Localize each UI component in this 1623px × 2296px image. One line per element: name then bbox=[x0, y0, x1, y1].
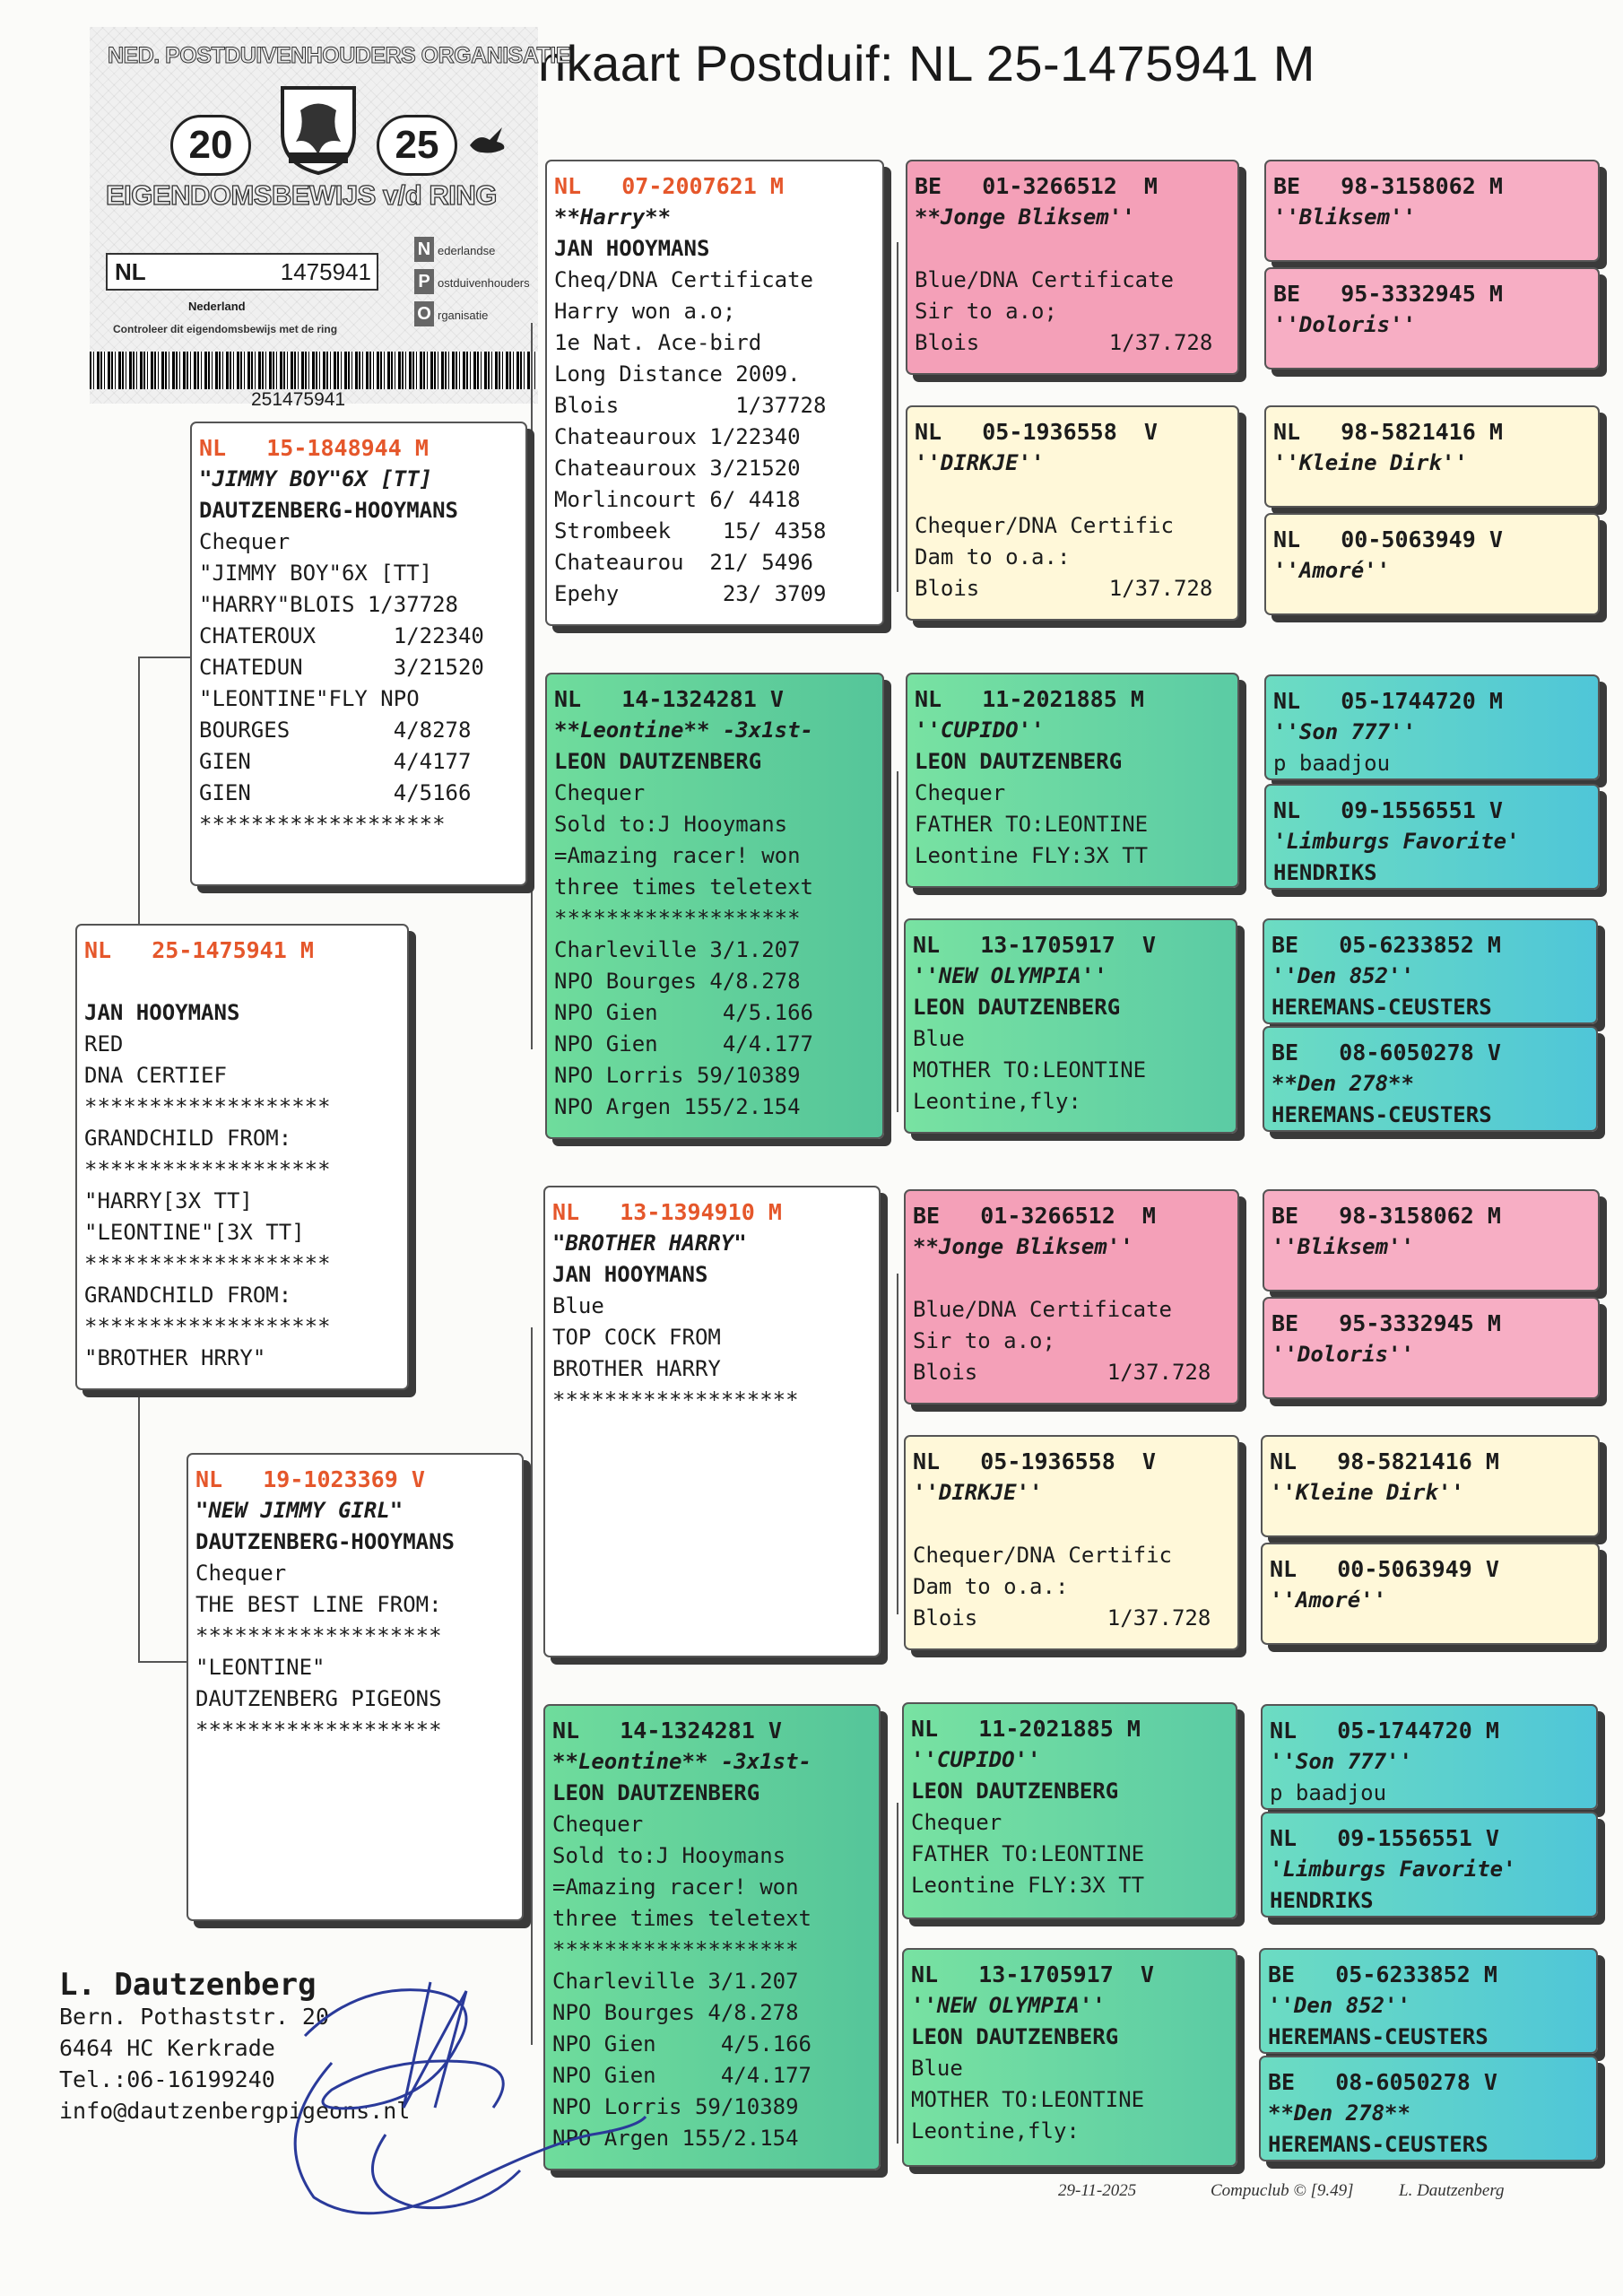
connector-line bbox=[138, 1396, 140, 1661]
pigeon-info-line: 'Limburgs Favorite' bbox=[1270, 1857, 1516, 1882]
pigeon-info-line: Leontine FLY:3X TT bbox=[911, 1873, 1145, 1898]
ring-id: NL 05-1744720 M bbox=[1273, 688, 1503, 714]
pigeon-info-line: NPO Gien 4/5.166 bbox=[554, 1000, 813, 1025]
pigeon-info-line: "BROTHER HARRY" bbox=[552, 1231, 747, 1256]
pigeon-info-line: BOURGES 4/8278 bbox=[199, 718, 472, 743]
ring-id: NL 15-1848944 M bbox=[199, 435, 429, 461]
pigeon-info-line: HENDRIKS bbox=[1270, 1888, 1374, 1913]
pigeon-info-line: Chequer bbox=[195, 1561, 287, 1586]
pigeon-card-gggp-3 bbox=[1264, 405, 1600, 508]
pigeon-info-line: DNA CERTIEF bbox=[84, 1063, 227, 1088]
ring-control-note: Controleer dit eigendomsbewijs met de ring bbox=[113, 323, 338, 335]
ring-id: NL 13-1394910 M bbox=[552, 1199, 782, 1225]
pigeon-info-line: ''Kleine Dirk'' bbox=[1273, 450, 1468, 475]
pigeon-card-gggp-2 bbox=[1264, 267, 1600, 370]
pigeon-info-line: "LEONTINE" bbox=[195, 1655, 325, 1680]
pigeon-info-line: LEON DAUTZENBERG bbox=[915, 749, 1123, 774]
pigeon-info-line: Leontine FLY:3X TT bbox=[915, 843, 1149, 868]
pigeon-card-subject bbox=[75, 924, 409, 1390]
ring-card-title: EIGENDOMSBEWIJS v/d RING bbox=[106, 179, 497, 211]
pigeon-info-line: **Leontine** -3x1st- bbox=[554, 718, 813, 743]
pigeon-info-line: Chequer bbox=[911, 1810, 1002, 1835]
connector-line bbox=[897, 1274, 898, 1614]
ring-org-name: NED. POSTDUIVENHOUDERS ORGANISATIE bbox=[108, 43, 570, 68]
pigeon-card-gggp-11 bbox=[1261, 1435, 1600, 1537]
pigeon-info-line: THE BEST LINE FROM: bbox=[195, 1592, 442, 1617]
pigeon-info-line: GIEN 4/5166 bbox=[199, 780, 472, 805]
pigeon-info-line: p baadjou bbox=[1270, 1780, 1387, 1805]
pigeon-card-mother bbox=[187, 1453, 524, 1921]
pigeon-info-line: ******************* bbox=[552, 1937, 799, 1962]
pigeon-info-line: ''Bliksem'' bbox=[1273, 204, 1416, 230]
pigeon-info-line: NPO Lorris 59/10389 bbox=[554, 1063, 801, 1088]
pigeon-info-line: Charleville 3/1.207 bbox=[552, 1969, 799, 1994]
pigeon-info-line: Blois 1/37728 bbox=[554, 393, 827, 418]
ring-country: NL bbox=[115, 258, 146, 285]
pigeon-info-line: ******************* bbox=[554, 906, 801, 931]
ring-id: NL 05-1744720 M bbox=[1270, 1718, 1499, 1744]
ring-id: NL 09-1556551 V bbox=[1270, 1825, 1499, 1851]
pigeon-info-line: ******************* bbox=[84, 1314, 331, 1339]
ring-id: NL 14-1324281 V bbox=[554, 686, 784, 712]
ring-number: 1475941 bbox=[280, 258, 371, 285]
pigeon-info-line: NPO Gien 4/5.166 bbox=[552, 2031, 812, 2057]
pigeon-info-line: "JIMMY BOY"6X [TT] bbox=[199, 466, 433, 491]
ring-id: BE 08-6050278 V bbox=[1271, 1039, 1501, 1065]
pigeon-card-mother-father bbox=[543, 1186, 881, 1657]
pigeon-info-line: ''CUPIDO'' bbox=[911, 1747, 1041, 1772]
pigeon-info-line: DAUTZENBERG PIGEONS bbox=[195, 1686, 442, 1711]
pigeon-info-line: ''Doloris'' bbox=[1273, 312, 1416, 337]
ring-id: BE 01-3266512 M bbox=[913, 1203, 1156, 1229]
pigeon-info-line: NPO Lorris 59/10389 bbox=[552, 2094, 799, 2119]
pigeon-info-line: ''DIRKJE'' bbox=[913, 1480, 1043, 1505]
pigeon-info-line: ******************* bbox=[84, 1094, 331, 1119]
pigeon-card-gggp-14 bbox=[1261, 1812, 1598, 1918]
pigeon-info-line: CHATEROUX 1/22340 bbox=[199, 623, 484, 648]
pigeon-info-line: HEREMANS-CEUSTERS bbox=[1271, 995, 1492, 1020]
pigeon-info-line: Leontine,fly: bbox=[911, 2118, 1080, 2144]
ring-id: NL 09-1556551 V bbox=[1273, 797, 1503, 823]
pigeon-info-line: Chequer bbox=[199, 529, 291, 554]
ring-id: NL 00-5063949 V bbox=[1273, 526, 1503, 552]
pigeon-info-line: p baadjou bbox=[1273, 751, 1391, 776]
pigeon-card-ggp-3 bbox=[906, 673, 1239, 888]
ring-id: NL 13-1705917 V bbox=[911, 1961, 1154, 1987]
pigeon-info-line: Epehy 23/ 3709 bbox=[554, 581, 827, 606]
pigeon-info-line: ''Son 777'' bbox=[1273, 719, 1416, 744]
pigeon-info-line: ''Doloris'' bbox=[1271, 1342, 1414, 1367]
pigeon-info-line: MOTHER TO:LEONTINE bbox=[911, 2087, 1145, 2112]
pigeon-info-line bbox=[913, 1509, 1232, 1540]
connector-line bbox=[138, 657, 192, 658]
pigeon-info-line: "NEW JIMMY GIRL" bbox=[195, 1498, 404, 1523]
pigeon-info-line: Cheq/DNA Certificate bbox=[554, 267, 813, 292]
breeder-name: L. Dautzenberg bbox=[59, 1967, 317, 2003]
pigeon-info-line: Blue/DNA Certificate bbox=[915, 267, 1174, 292]
pigeon-info-line: "HARRY"BLOIS 1/37728 bbox=[199, 592, 458, 617]
ring-id: NL 07-2007621 M bbox=[554, 173, 784, 199]
pigeon-info-line: Dam to o.a.: bbox=[915, 544, 1071, 570]
breeder-email: info@dautzenbergpigeons.nl bbox=[59, 2098, 411, 2124]
connector-line bbox=[897, 771, 898, 1112]
pigeon-card-gggp-4 bbox=[1264, 513, 1600, 615]
pigeon-info-line: LEON DAUTZENBERG bbox=[552, 1780, 760, 1805]
pigeon-info-line: ******************* bbox=[552, 1387, 799, 1413]
npo-line-1: ederlandse bbox=[438, 244, 496, 257]
ring-id: NL 14-1324281 V bbox=[552, 1718, 782, 1744]
pigeon-card-gggp-12 bbox=[1261, 1543, 1600, 1645]
pigeon-card-ggp-8 bbox=[902, 1948, 1237, 2167]
ring-id: BE 05-6233852 M bbox=[1271, 932, 1501, 958]
pigeon-info-line: Sir to a.o; bbox=[913, 1328, 1055, 1353]
pigeon-info-line: ''Amoré'' bbox=[1270, 1587, 1387, 1613]
pigeon-card-father bbox=[190, 422, 527, 886]
pigeon-card-ggp-5 bbox=[904, 1189, 1239, 1405]
barcode bbox=[90, 352, 538, 389]
pigeon-info-line: **Den 278** bbox=[1268, 2100, 1410, 2126]
page-title: nkaart Postduif: NL 25-1475941 M bbox=[538, 35, 1315, 91]
breeder-city: 6464 HC Kerkrade bbox=[59, 2035, 275, 2061]
pigeon-info-line: DAUTZENBERG-HOOYMANS bbox=[195, 1529, 455, 1554]
pigeon-info-line: Blue bbox=[913, 1026, 965, 1051]
pigeon-info-line: Chequer/DNA Certific bbox=[915, 513, 1174, 538]
ring-id: NL 11-2021885 M bbox=[911, 1716, 1141, 1742]
pigeon-info-line: 1e Nat. Ace-bird bbox=[554, 330, 762, 355]
pigeon-info-line: HENDRIKS bbox=[1273, 860, 1377, 885]
ring-id: NL 98-5821416 M bbox=[1273, 419, 1503, 445]
pigeon-info-line: NPO Gien 4/4.177 bbox=[554, 1031, 813, 1057]
npo-line-3: rganisatie bbox=[438, 309, 489, 322]
pigeon-info-line: RED bbox=[84, 1031, 124, 1057]
footer-date: 29-11-2025 bbox=[1058, 2181, 1137, 2200]
ring-id: NL 25-1475941 M bbox=[84, 937, 314, 963]
pigeon-info-line: NPO Argen 155/2.154 bbox=[552, 2126, 799, 2151]
pigeon-info-line bbox=[913, 1263, 1232, 1294]
pigeon-info-line: "JIMMY BOY"6X [TT] bbox=[199, 561, 433, 586]
pigeon-info-line: **Jonge Bliksem'' bbox=[915, 204, 1135, 230]
pigeon-info-line: GRANDCHILD FROM: bbox=[84, 1283, 292, 1308]
pigeon-card-father-mother bbox=[545, 673, 884, 1139]
pigeon-info-line: ''NEW OLYMPIA'' bbox=[911, 1993, 1106, 2018]
pigeon-info-line: ******************* bbox=[84, 1157, 331, 1182]
pigeon-info-line: ******************* bbox=[199, 812, 446, 837]
pigeon-info-line: ''CUPIDO'' bbox=[915, 718, 1045, 743]
pigeon-info-line: **Leontine** -3x1st- bbox=[552, 1749, 812, 1774]
pigeon-card-ggp-2 bbox=[906, 405, 1239, 621]
ring-year-left: 20 bbox=[170, 115, 251, 176]
pigeon-card-gggp-7 bbox=[1263, 918, 1598, 1024]
pigeon-info-line: Blois 1/37.728 bbox=[913, 1360, 1211, 1385]
pigeon-card-ggp-7 bbox=[902, 1702, 1237, 1919]
pigeon-info-line: Chateauroux 1/22340 bbox=[554, 424, 801, 449]
pigeon-info-line: HEREMANS-CEUSTERS bbox=[1268, 2132, 1488, 2157]
pigeon-info-line: Blue bbox=[552, 1293, 604, 1318]
pigeon-info-line: **Jonge Bliksem'' bbox=[913, 1234, 1133, 1259]
pigeon-info-line: ''Amoré'' bbox=[1273, 558, 1391, 583]
pigeon-info-line: ******************* bbox=[195, 1623, 442, 1648]
ring-id: NL 00-5063949 V bbox=[1270, 1556, 1499, 1582]
pigeon-card-gggp-6 bbox=[1264, 784, 1600, 890]
pigeon-info-line: Dam to o.a.: bbox=[913, 1574, 1069, 1599]
pigeon-info-line: Blue bbox=[911, 2056, 963, 2081]
pigeon-info-line: NPO Bourges 4/8.278 bbox=[554, 969, 801, 994]
footer-software: Compuclub © [9.49] bbox=[1211, 2181, 1354, 2200]
pigeon-info-line: Chateaurou 21/ 5496 bbox=[554, 550, 813, 575]
pigeon-info-line: JAN HOOYMANS bbox=[552, 1262, 708, 1287]
pigeon-info-line: ******************* bbox=[195, 1718, 442, 1743]
barcode-number: 251475941 bbox=[251, 389, 346, 410]
pigeon-info-line: FATHER TO:LEONTINE bbox=[915, 812, 1149, 837]
pigeon-info-line: Charleville 3/1.207 bbox=[554, 937, 801, 962]
ring-id: NL 19-1023369 V bbox=[195, 1466, 425, 1492]
ring-id: BE 08-6050278 V bbox=[1268, 2069, 1497, 2095]
ring-id: BE 95-3332945 M bbox=[1273, 281, 1503, 307]
ring-id: NL 05-1936558 V bbox=[915, 419, 1158, 445]
ring-id: BE 98-3158062 M bbox=[1273, 173, 1503, 199]
ring-id: NL 13-1705917 V bbox=[913, 932, 1156, 958]
pigeon-info-line: Strombeek 15/ 4358 bbox=[554, 518, 827, 544]
pigeon-info-line: JAN HOOYMANS bbox=[84, 1000, 240, 1025]
ring-id: BE 01-3266512 M bbox=[915, 173, 1158, 199]
handwritten-signature bbox=[251, 1928, 673, 2233]
pigeon-info-line bbox=[84, 966, 402, 997]
pigeon-info-line: GIEN 4/4177 bbox=[199, 749, 472, 774]
npo-logo: N ederlandse P ostduivenhouders O rganisatie bbox=[414, 235, 530, 332]
pigeon-info-line: 'Limburgs Favorite' bbox=[1273, 829, 1520, 854]
pigeon-info-line: ''Den 852'' bbox=[1271, 963, 1414, 988]
npo-line-2: ostduivenhouders bbox=[438, 276, 530, 290]
pigeon-card-gggp-5 bbox=[1264, 674, 1600, 780]
connector-line bbox=[531, 323, 533, 1049]
ring-number-field bbox=[106, 253, 378, 291]
pigeon-card-gggp-15 bbox=[1259, 1948, 1598, 2054]
ring-ownership-card bbox=[90, 27, 570, 410]
pigeon-info-line bbox=[915, 233, 1232, 265]
pigeon-card-gggp-8 bbox=[1263, 1026, 1598, 1132]
pigeon-info-line bbox=[915, 479, 1232, 510]
pigeon-info-line: Chequer bbox=[915, 780, 1006, 805]
pigeon-info-line: ''NEW OLYMPIA'' bbox=[913, 963, 1107, 988]
pigeon-info-line: HEREMANS-CEUSTERS bbox=[1271, 1102, 1492, 1127]
pigeon-card-ggp-1 bbox=[906, 160, 1239, 375]
pigeon-card-ggp-6 bbox=[904, 1435, 1239, 1650]
pigeon-info-line: three times teletext bbox=[554, 874, 813, 900]
pigeon-info-line: "LEONTINE"[3X TT] bbox=[84, 1220, 305, 1245]
pigeon-info-line: NPO Argen 155/2.154 bbox=[554, 1094, 801, 1119]
connector-line bbox=[138, 1661, 192, 1663]
pigeon-info-line: ''DIRKJE'' bbox=[915, 450, 1045, 475]
pigeon-info-line: Chequer bbox=[554, 780, 646, 805]
ring-id: NL 98-5821416 M bbox=[1270, 1448, 1499, 1474]
pigeon-card-ggp-4 bbox=[904, 918, 1237, 1134]
ring-id: NL 05-1936558 V bbox=[913, 1448, 1156, 1474]
pigeon-info-line: Long Distance 2009. bbox=[554, 361, 801, 387]
pigeon-info-line: Morlincourt 6/ 4418 bbox=[554, 487, 801, 512]
pigeon-info-line: NPO Bourges 4/8.278 bbox=[552, 2000, 799, 2025]
pigeon-info-line: HEREMANS-CEUSTERS bbox=[1268, 2024, 1488, 2049]
pigeon-info-line: NPO Gien 4/4.177 bbox=[552, 2063, 812, 2088]
pigeon-info-line: "HARRY[3X TT] bbox=[84, 1188, 253, 1213]
pigeon-info-line: Sold to:J Hooymans bbox=[552, 1843, 786, 1868]
pigeon-info-line: **Den 278** bbox=[1271, 1071, 1414, 1096]
pigeon-info-line: "BROTHER HRRY" bbox=[84, 1345, 266, 1370]
pigeon-info-line: JAN HOOYMANS bbox=[554, 236, 710, 261]
pigeon-info-line: =Amazing racer! won bbox=[554, 843, 801, 868]
lion-crest-icon bbox=[269, 79, 368, 178]
footer-author: L. Dautzenberg bbox=[1399, 2181, 1505, 2200]
pigeon-info-line: LEON DAUTZENBERG bbox=[913, 995, 1121, 1020]
ring-id: BE 05-6233852 M bbox=[1268, 1961, 1497, 1987]
breeder-phone: Tel.:06-16199240 bbox=[59, 2066, 275, 2092]
connector-line bbox=[897, 1803, 898, 2144]
pigeon-info-line: GRANDCHILD FROM: bbox=[84, 1126, 292, 1151]
pigeon-card-gggp-13 bbox=[1261, 1704, 1598, 1810]
pigeon-info-line: Blois 1/37.728 bbox=[915, 330, 1213, 355]
pigeon-icon bbox=[466, 124, 508, 160]
pigeon-info-line: FATHER TO:LEONTINE bbox=[911, 1841, 1145, 1866]
pigeon-info-line: MOTHER TO:LEONTINE bbox=[913, 1057, 1147, 1083]
ring-year-right: 25 bbox=[377, 115, 457, 176]
pigeon-info-line: ******************* bbox=[84, 1251, 331, 1276]
pigeon-info-line: ''Kleine Dirk'' bbox=[1270, 1480, 1464, 1505]
pigeon-card-gggp-9 bbox=[1263, 1189, 1600, 1292]
ring-country-name: Nederland bbox=[188, 300, 246, 313]
pigeon-info-line: LEON DAUTZENBERG bbox=[554, 749, 762, 774]
pigeon-info-line: Chequer bbox=[552, 1812, 644, 1837]
ring-id: BE 98-3158062 M bbox=[1271, 1203, 1501, 1229]
pigeon-info-line: Chateauroux 3/21520 bbox=[554, 456, 801, 481]
breeder-street: Bern. Pothaststr. 20 bbox=[59, 2004, 330, 2030]
pigeon-info-line: Blois 1/37.728 bbox=[913, 1605, 1211, 1631]
pigeon-info-line: "LEONTINE"FLY NPO bbox=[199, 686, 420, 711]
pigeon-info-line: ''Son 777'' bbox=[1270, 1749, 1412, 1774]
pigeon-card-father-father bbox=[545, 160, 884, 626]
pigeon-info-line: TOP COCK FROM bbox=[552, 1325, 721, 1350]
pigeon-info-line: CHATEDUN 3/21520 bbox=[199, 655, 484, 680]
pigeon-info-line: LEON DAUTZENBERG bbox=[911, 2024, 1119, 2049]
pigeon-info-line: three times teletext bbox=[552, 1906, 812, 1931]
pigeon-info-line: Sir to a.o; bbox=[915, 299, 1057, 324]
pigeon-info-line: Sold to:J Hooymans bbox=[554, 812, 788, 837]
pigeon-info-line: BROTHER HARRY bbox=[552, 1356, 721, 1381]
ring-id: BE 95-3332945 M bbox=[1271, 1310, 1501, 1336]
pigeon-info-line: Leontine,fly: bbox=[913, 1089, 1081, 1114]
pigeon-info-line: Harry won a.o; bbox=[554, 299, 736, 324]
pigeon-info-line: Blue/DNA Certificate bbox=[913, 1297, 1172, 1322]
pigeon-card-gggp-16 bbox=[1259, 2056, 1598, 2161]
connector-line bbox=[138, 657, 140, 926]
connector-line bbox=[897, 242, 898, 592]
ring-id: NL 11-2021885 M bbox=[915, 686, 1144, 712]
pigeon-info-line: **Harry** bbox=[554, 204, 672, 230]
pigeon-info-line: DAUTZENBERG-HOOYMANS bbox=[199, 498, 458, 523]
pigeon-card-gggp-10 bbox=[1263, 1297, 1600, 1399]
pigeon-info-line: ''Bliksem'' bbox=[1271, 1234, 1414, 1259]
pigeon-card-gggp-1 bbox=[1264, 160, 1600, 262]
pigeon-info-line: Chequer/DNA Certific bbox=[913, 1543, 1172, 1568]
pigeon-info-line: ''Den 852'' bbox=[1268, 1993, 1410, 2018]
pigeon-info-line: LEON DAUTZENBERG bbox=[911, 1779, 1119, 1804]
pigeon-info-line: Blois 1/37.728 bbox=[915, 576, 1213, 601]
pigeon-info-line: =Amazing racer! won bbox=[552, 1874, 799, 1900]
